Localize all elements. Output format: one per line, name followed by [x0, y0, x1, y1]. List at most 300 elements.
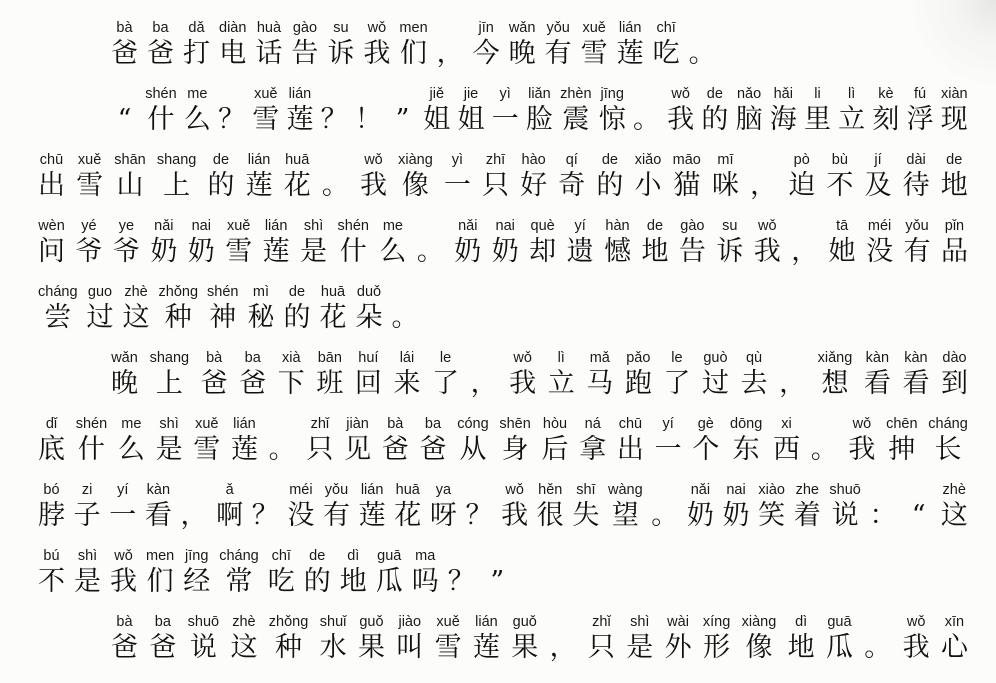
hanzi-text: 的 — [207, 170, 235, 201]
pinyin-text: nai — [495, 218, 515, 234]
ruby-cell — [75, 217, 102, 269]
ruby-cell — [457, 85, 484, 137]
hanzi-text: 到 — [941, 368, 968, 399]
hanzi-text: 不 — [826, 170, 854, 201]
pinyin-text: yì — [451, 152, 464, 168]
ruby-cell — [87, 283, 114, 335]
pinyin-text: shì — [159, 416, 179, 432]
pinyin-text: cháng — [928, 416, 968, 432]
hanzi-text: 小 — [634, 170, 662, 201]
pinyin-text: de — [946, 152, 963, 168]
hanzi-text: 海 — [769, 104, 797, 135]
ruby-cell — [754, 217, 781, 269]
pinyin-text: yí — [574, 218, 586, 234]
hanzi-text: 爸 — [147, 38, 174, 69]
ruby-cell — [396, 613, 423, 665]
hanzi-text: 我 — [509, 368, 537, 399]
pinyin-text: kàn — [146, 482, 171, 498]
pinyin-text: xiàng — [741, 614, 777, 630]
ruby-cell — [608, 481, 643, 533]
pinyin-text: xià — [281, 350, 301, 366]
hanzi-text: 是 — [626, 632, 654, 663]
pinyin-text: de — [601, 152, 618, 168]
hanzi-text: 么 — [379, 236, 407, 267]
text-line — [38, 481, 968, 533]
hanzi-text: 脑 — [735, 104, 763, 135]
ruby-cell — [689, 19, 716, 71]
pinyin-text: li — [814, 86, 821, 102]
ruby-cell — [38, 283, 78, 335]
ruby-cell — [432, 349, 459, 401]
pinyin-text: jīng — [600, 86, 624, 102]
pinyin-text: dōng — [730, 416, 763, 432]
ruby-cell — [355, 283, 382, 335]
pinyin-text: zi — [81, 482, 93, 498]
hanzi-text: 好 — [520, 170, 548, 201]
ruby-cell — [111, 349, 138, 401]
ruby-cell — [872, 85, 899, 137]
ruby-cell — [412, 547, 439, 599]
pinyin-text: yǒu — [546, 20, 570, 36]
pinyin-text: ya — [435, 482, 452, 498]
hanzi-text: ？ — [465, 500, 493, 531]
hanzi-text: 莲 — [616, 38, 644, 69]
hanzi-text: 奶 — [454, 236, 482, 267]
hanzi-text: ？ — [320, 104, 348, 135]
hanzi-text: 猫 — [673, 170, 701, 201]
ruby-cell — [679, 217, 706, 269]
pinyin-text: le — [439, 350, 452, 366]
hanzi-text: 抻 — [888, 434, 916, 465]
ruby-cell — [184, 85, 211, 137]
hanzi-text: 雪 — [225, 236, 253, 267]
pinyin-text: nǎo — [736, 86, 762, 102]
hanzi-text: 从 — [459, 434, 487, 465]
hanzi-text: 奶 — [491, 236, 519, 267]
pinyin-text: xíng — [702, 614, 731, 630]
pinyin-text: pǐn — [944, 218, 965, 234]
hanzi-text: 我 — [110, 566, 137, 597]
ruby-cell — [492, 85, 519, 137]
hanzi-text: 出 — [38, 170, 65, 201]
hanzi-text: 爸 — [239, 368, 267, 399]
pinyin-text: yí — [662, 416, 674, 432]
pinyin-text: dào — [942, 350, 967, 366]
hanzi-text: 没 — [287, 500, 315, 531]
ruby-cell — [423, 85, 450, 137]
pinyin-text: me — [187, 86, 208, 102]
ruby-cell — [501, 481, 528, 533]
pinyin-text: mǎ — [589, 350, 610, 366]
hanzi-text: 很 — [536, 500, 564, 531]
hanzi-text: 西 — [772, 434, 800, 465]
ruby-cell — [146, 547, 174, 599]
hanzi-text: 话 — [255, 38, 283, 69]
ruby-cell — [788, 151, 815, 203]
ruby-cell — [941, 613, 968, 665]
ruby-cell — [692, 415, 719, 467]
pinyin-text: shuō — [829, 482, 861, 498]
pinyin-text: wǒ — [505, 482, 524, 498]
ruby-cell — [150, 217, 177, 269]
hanzi-text: 立 — [547, 368, 575, 399]
pinyin-passage — [38, 19, 968, 679]
hanzi-text: ， — [779, 368, 807, 399]
hanzi-text: ” — [395, 104, 410, 135]
ruby-cell — [826, 613, 853, 665]
ruby-cell — [188, 217, 215, 269]
hanzi-text: 底 — [38, 434, 65, 465]
hanzi-text: 吗 — [411, 566, 439, 597]
ruby-cell — [417, 217, 444, 269]
hanzi-text: 心 — [940, 632, 968, 663]
ruby-cell — [811, 415, 838, 467]
pinyin-text: wàng — [608, 482, 643, 498]
ruby-cell — [870, 481, 897, 533]
pinyin-text: xi — [781, 416, 792, 432]
pinyin-text: xiàng — [398, 152, 433, 168]
pinyin-text: shēn — [499, 416, 531, 432]
hanzi-text: ： — [869, 500, 897, 531]
hanzi-text: 莲 — [358, 500, 386, 531]
hanzi-text: 这 — [940, 500, 968, 531]
ruby-cell — [113, 217, 140, 269]
pinyin-text: xiào — [758, 482, 785, 498]
ruby-cell — [76, 415, 107, 467]
hanzi-text: 是 — [155, 434, 183, 465]
ruby-cell — [617, 19, 644, 71]
pinyin-text: wèn — [38, 218, 65, 234]
ruby-cell — [548, 349, 575, 401]
pinyin-text: xīn — [944, 614, 965, 630]
ruby-cell — [482, 151, 509, 203]
pinyin-text: bó — [43, 482, 60, 498]
ruby-cell — [300, 217, 327, 269]
ruby-cell — [239, 349, 266, 401]
pinyin-text: bà — [116, 614, 133, 630]
pinyin-text: guǒ — [512, 614, 537, 630]
pinyin-text: jie — [463, 86, 479, 102]
ruby-cell — [866, 217, 893, 269]
pinyin-text: zhī — [485, 152, 506, 168]
ruby-cell — [545, 19, 572, 71]
pinyin-text: chū — [39, 152, 64, 168]
ruby-cell — [641, 217, 668, 269]
text-line — [38, 19, 968, 71]
pinyin-text: guā — [377, 548, 402, 564]
pinyin-text: huā — [395, 482, 420, 498]
text-line — [38, 547, 968, 599]
pinyin-text: fú — [914, 86, 927, 102]
pinyin-text: zhǒng — [158, 284, 199, 300]
hanzi-text: 是 — [300, 236, 328, 267]
hanzi-text: 脸 — [525, 104, 553, 135]
ruby-cell — [829, 217, 856, 269]
ruby-cell — [283, 283, 310, 335]
ruby-cell — [673, 151, 701, 203]
hanzi-text: 雪 — [252, 104, 280, 135]
pinyin-text: huí — [358, 350, 379, 366]
ruby-cell — [391, 283, 418, 335]
pinyin-text: kàn — [904, 350, 928, 366]
ruby-cell — [393, 349, 420, 401]
ruby-cell — [111, 85, 138, 137]
hanzi-text: 我 — [363, 38, 391, 69]
ruby-cell — [149, 613, 176, 665]
hanzi-text: 朵 — [355, 302, 383, 333]
ruby-cell — [188, 613, 219, 665]
ruby-cell — [473, 613, 500, 665]
ruby-cell — [320, 613, 347, 665]
hanzi-text: 莲 — [472, 632, 500, 663]
ruby-cell — [255, 19, 282, 71]
hanzi-text: 见 — [344, 434, 372, 465]
ruby-cell — [38, 547, 65, 599]
hanzi-text: 一 — [654, 434, 682, 465]
ruby-cell — [419, 415, 446, 467]
pinyin-text: jiào — [398, 614, 422, 630]
hanzi-text: 我 — [753, 236, 781, 267]
hanzi-text: 雪 — [76, 170, 104, 201]
hanzi-text: 外 — [664, 632, 692, 663]
hanzi-text: 失 — [572, 500, 600, 531]
ruby-cell — [323, 481, 350, 533]
ruby-cell — [466, 481, 493, 533]
pinyin-text: shén — [337, 218, 369, 234]
ruby-cell — [499, 415, 530, 467]
ruby-cell — [225, 217, 252, 269]
pinyin-text: jīng — [185, 548, 209, 564]
hanzi-text: 着 — [793, 500, 821, 531]
pinyin-text: de — [212, 152, 230, 168]
pinyin-text: zhè — [124, 284, 148, 300]
pinyin-text: kè — [878, 86, 894, 102]
hanzi-text: 花 — [319, 302, 347, 333]
pinyin-text: ba — [244, 350, 261, 366]
hanzi-text: “ — [911, 500, 926, 531]
ruby-cell — [687, 481, 714, 533]
ruby-cell — [526, 85, 553, 137]
text-line — [38, 415, 968, 467]
ruby-cell — [773, 415, 800, 467]
ruby-cell — [437, 19, 464, 71]
ruby-cell — [207, 283, 238, 335]
pinyin-text: guo — [87, 284, 113, 300]
ruby-cell — [109, 481, 136, 533]
hanzi-text: 地 — [940, 170, 968, 201]
ruby-cell — [360, 151, 387, 203]
pinyin-text: lián — [360, 482, 384, 498]
pinyin-text: lián — [233, 416, 256, 432]
hanzi-text: 。 — [810, 434, 838, 465]
ruby-cell — [651, 481, 678, 533]
hanzi-text: 告 — [678, 236, 706, 267]
hanzi-text: 啊 — [216, 500, 244, 531]
hanzi-text: 什 — [77, 434, 105, 465]
hanzi-text: 去 — [740, 368, 768, 399]
hanzi-text: 问 — [38, 236, 65, 267]
hanzi-text: 爸 — [419, 434, 447, 465]
ruby-cell — [886, 415, 917, 467]
hanzi-text: 惊 — [598, 104, 626, 135]
ruby-cell — [736, 85, 763, 137]
pinyin-text: yǒu — [324, 482, 349, 498]
hanzi-text: 。 — [391, 302, 419, 333]
hanzi-text: 品 — [940, 236, 968, 267]
hanzi-text: 里 — [803, 104, 831, 135]
hanzi-text: 爸 — [149, 632, 177, 663]
hanzi-text: 爸 — [200, 368, 228, 399]
hanzi-text: 水 — [319, 632, 347, 663]
pinyin-text: su — [722, 218, 738, 234]
ruby-cell — [701, 85, 728, 137]
pinyin-text: huā — [285, 152, 310, 168]
pinyin-text: zhèn — [560, 86, 592, 102]
ruby-cell — [322, 151, 349, 203]
pinyin-text: què — [530, 218, 555, 234]
pinyin-text: lì — [848, 86, 856, 102]
ruby-cell — [355, 85, 382, 137]
pinyin-text: wǒ — [852, 416, 872, 432]
ruby-cell — [903, 613, 930, 665]
text-line — [38, 613, 968, 665]
ruby-cell — [941, 217, 968, 269]
hanzi-text: 震 — [562, 104, 590, 135]
pinyin-text: ye — [118, 218, 135, 234]
ruby-cell — [742, 613, 777, 665]
hanzi-text: ， — [470, 368, 498, 399]
pinyin-text: shì — [77, 548, 98, 564]
pinyin-text: chū — [618, 416, 643, 432]
pinyin-text: men — [399, 20, 428, 36]
hanzi-text: 一 — [109, 500, 137, 531]
pinyin-text: bà — [206, 350, 223, 366]
pinyin-text: shuō — [187, 614, 220, 630]
hanzi-text: 过 — [701, 368, 729, 399]
hanzi-text: 瓜 — [825, 632, 853, 663]
ruby-cell — [389, 85, 416, 137]
ruby-cell — [252, 85, 279, 137]
ruby-cell — [398, 151, 433, 203]
ruby-cell — [471, 349, 498, 401]
hanzi-text: 爸 — [111, 38, 138, 69]
ruby-cell — [287, 481, 314, 533]
hanzi-text: 么 — [183, 104, 211, 135]
pinyin-text: jí — [874, 152, 882, 168]
hanzi-text: 一 — [491, 104, 519, 135]
ruby-cell — [74, 547, 101, 599]
ruby-cell — [207, 151, 234, 203]
pinyin-text: jiě — [429, 86, 445, 102]
ruby-cell — [703, 613, 730, 665]
ruby-cell — [355, 349, 382, 401]
ruby-cell — [219, 547, 259, 599]
ruby-cell — [904, 217, 931, 269]
pinyin-text: tā — [836, 218, 849, 234]
hanzi-text: 。 — [632, 104, 660, 135]
hanzi-text: 呀 — [429, 500, 457, 531]
pinyin-text: xuě — [254, 86, 278, 102]
pinyin-text: wǒ — [114, 548, 133, 564]
ruby-cell — [542, 415, 569, 467]
ruby-cell — [38, 415, 65, 467]
hanzi-text: 雪 — [580, 38, 608, 69]
ruby-cell — [907, 85, 934, 137]
hanzi-text: 奶 — [187, 236, 215, 267]
hanzi-text: 瓜 — [375, 566, 403, 597]
pinyin-text: lián — [288, 86, 312, 102]
pinyin-text: méi — [867, 218, 892, 234]
pinyin-text: ba — [154, 614, 171, 630]
hanzi-text: 跑 — [624, 368, 652, 399]
ruby-cell — [596, 151, 623, 203]
hanzi-text: 晚 — [508, 38, 536, 69]
ruby-cell — [560, 85, 591, 137]
ruby-cell — [157, 151, 197, 203]
ruby-cell — [340, 547, 367, 599]
pinyin-text: dài — [906, 152, 926, 168]
hanzi-text: 一 — [443, 170, 471, 201]
ruby-cell — [473, 19, 500, 71]
hanzi-text: 子 — [73, 500, 101, 531]
pinyin-text: wǒ — [671, 86, 690, 102]
pinyin-text: cháng — [38, 284, 78, 300]
ruby-cell — [363, 19, 390, 71]
hanzi-text: 迫 — [788, 170, 816, 201]
ruby-cell — [159, 283, 199, 335]
ruby-cell — [444, 151, 471, 203]
hanzi-text: 尝 — [44, 302, 72, 333]
hanzi-text: 了 — [432, 368, 460, 399]
hanzi-text: 姐 — [423, 104, 451, 135]
ruby-cell — [201, 349, 228, 401]
pinyin-text: cháng — [219, 548, 259, 564]
hanzi-text: 像 — [401, 170, 429, 201]
ruby-cell — [572, 481, 599, 533]
ruby-cell — [625, 349, 652, 401]
hanzi-text: 不 — [38, 566, 65, 597]
pinyin-text: wǒ — [367, 20, 387, 36]
hanzi-text: 像 — [745, 632, 773, 663]
hanzi-text: 奶 — [722, 500, 750, 531]
hanzi-text: 地 — [641, 236, 669, 267]
hanzi-text: 。 — [864, 632, 892, 663]
hanzi-text: 她 — [828, 236, 856, 267]
hanzi-text: 想 — [821, 368, 849, 399]
pinyin-text: māo — [672, 152, 701, 168]
pinyin-text: xuě — [436, 614, 460, 630]
hanzi-text: 却 — [529, 236, 557, 267]
pinyin-text: nai — [191, 218, 211, 234]
pinyin-text: huā — [320, 284, 346, 300]
hanzi-text: 憾 — [604, 236, 632, 267]
ruby-cell — [181, 481, 208, 533]
pinyin-text: lái — [399, 350, 415, 366]
pinyin-text: zhǐ — [592, 614, 611, 630]
ruby-cell — [804, 85, 831, 137]
pinyin-text: wǒ — [906, 614, 926, 630]
ruby-cell — [864, 613, 891, 665]
ruby-cell — [118, 415, 145, 467]
pinyin-text: zhǐ — [310, 416, 330, 432]
ruby-cell — [579, 415, 606, 467]
hanzi-text: 只 — [587, 632, 615, 663]
pinyin-text: jiàn — [346, 416, 369, 432]
pinyin-text: guā — [827, 614, 852, 630]
hanzi-text: 遗 — [566, 236, 594, 267]
hanzi-text: 有 — [544, 38, 572, 69]
pinyin-text: xiǎo — [634, 152, 662, 168]
